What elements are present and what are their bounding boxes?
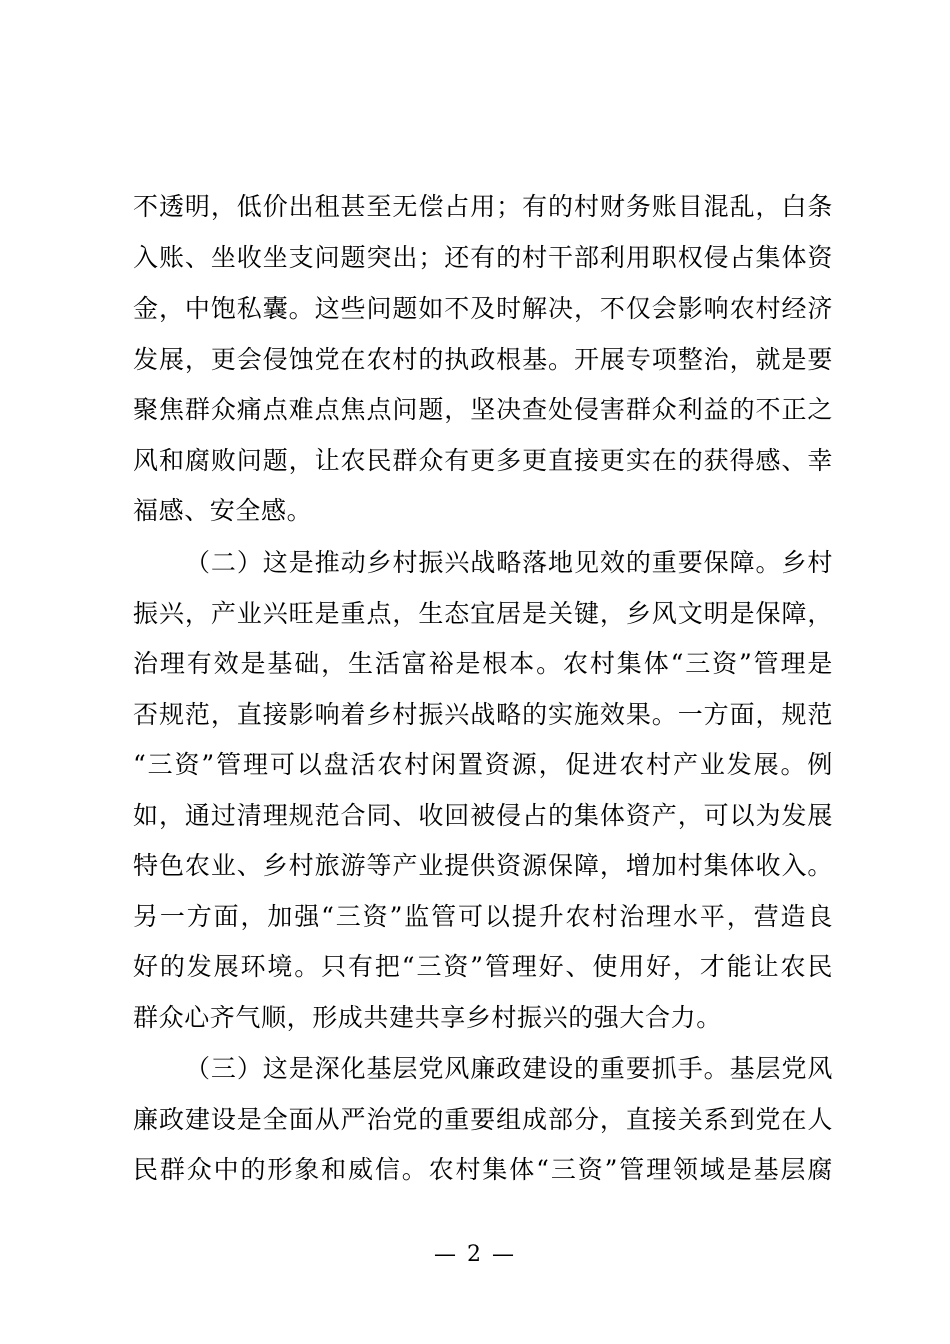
- text-line: 入账、坐收坐支问题突出；还有的村干部利用职权侵占集体资: [133, 243, 833, 272]
- text-line: 振兴，产业兴旺是重点，生态宜居是关键，乡风文明是保障，: [133, 599, 833, 628]
- paragraph-heading-line: （二）这是推动乡村振兴战略落地见效的重要保障。乡村: [185, 548, 833, 577]
- text-line: 治理有效是基础，生活富裕是根本。农村集体“三资”管理是: [133, 649, 833, 678]
- text-line: 好的发展环境。只有把“三资”管理好、使用好，才能让农民: [133, 952, 833, 981]
- text-line: 发展，更会侵蚀党在农村的执政根基。开展专项整治，就是要: [133, 345, 833, 374]
- text-line: 特色农业、乡村旅游等产业提供资源保障，增加村集体收入。: [133, 851, 833, 880]
- paragraph-heading-line: （三）这是深化基层党风廉政建设的重要抓手。基层党风: [185, 1054, 833, 1083]
- text-line: 民群众中的形象和威信。农村集体“三资”管理领域是基层腐: [133, 1155, 833, 1184]
- page-number: — 2 —: [434, 1242, 516, 1267]
- text-line: 金，中饱私囊。这些问题如不及时解决，不仅会影响农村经济: [133, 294, 833, 323]
- text-line: 另一方面，加强“三资”监管可以提升农村治理水平，营造良: [133, 902, 833, 931]
- text-line: 群众心齐气顺，形成共建共享乡村振兴的强大合力。: [133, 1003, 722, 1032]
- text-line: 福感、安全感。: [133, 496, 313, 525]
- text-line: 廉政建设是全面从严治党的重要组成部分，直接关系到党在人: [133, 1105, 833, 1134]
- text-line: 风和腐败问题，让农民群众有更多更直接更实在的获得感、幸: [133, 446, 833, 475]
- text-line: 否规范，直接影响着乡村振兴战略的实施效果。一方面，规范: [133, 700, 833, 729]
- text-line: 如，通过清理规范合同、收回被侵占的集体资产，可以为发展: [133, 801, 833, 830]
- text-line: 不透明，低价出租甚至无偿占用；有的村财务账目混乱，白条: [133, 192, 833, 221]
- text-line: “三资”管理可以盘活农村闲置资源，促进农村产业发展。例: [133, 750, 833, 779]
- text-line: 聚焦群众痛点难点焦点问题，坚决查处侵害群众利益的不正之: [133, 395, 833, 424]
